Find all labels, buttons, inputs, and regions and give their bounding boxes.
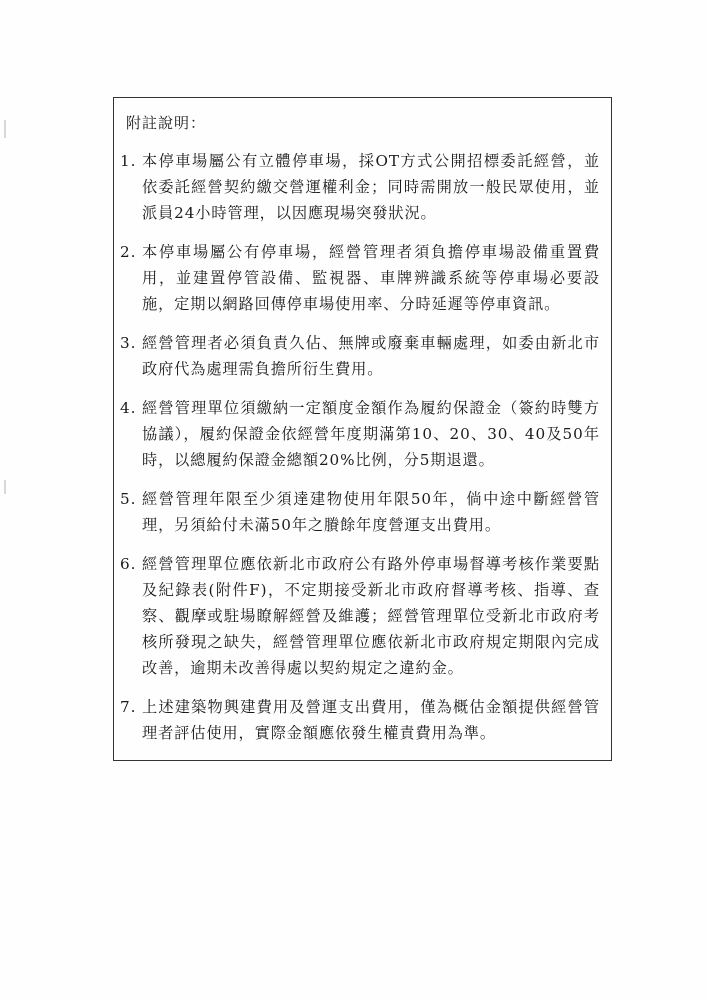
note-number: 1. — [120, 152, 137, 170]
note-item — [120, 239, 600, 317]
note-item — [120, 486, 600, 538]
notes-title: 附註說明： — [126, 114, 207, 132]
scan-margin-mark — [4, 120, 6, 138]
note-item — [120, 148, 600, 226]
note-item — [120, 694, 600, 746]
note-item — [120, 395, 600, 473]
note-number: 3. — [120, 334, 137, 352]
note-text: 經營管理者必須負責久佔、無牌或廢棄車輛處理，如委由新北市政府代為處理需負擔所衍生費用。 — [142, 334, 600, 378]
note-number: 5. — [120, 490, 137, 508]
note-text: 經營管理年限至少須達建物使用年限50年，倘中途中斷經營管理，另須給付未滿50年之賸餘年度營運支出費用。 — [142, 490, 600, 534]
note-text: 本停車場屬公有立體停車場，採OT方式公開招標委託經營，並依委託經營契約繳交營運權利金；同時需開放一般民眾使用，並派員24小時管理，以因應現場突發狀況。 — [142, 152, 600, 222]
notes-list — [120, 148, 600, 759]
note-text: 本停車場屬公有停車場，經營管理者須負擔停車場設備重置費用，並建置停管設備、監視器、車牌辨識系統等停車場必要設施，定期以網路回傳停車場使用率、分時延遲等停車資訊。 — [142, 243, 600, 313]
scan-margin-mark — [4, 480, 6, 494]
note-item — [120, 551, 600, 681]
note-text: 經營管理單位應依新北市政府公有路外停車場督導考核作業要點及紀錄表(附件F)，不定期接受新北市政府督導考核、指導、查察、觀摩或駐場瞭解經營及維護；經營管理單位受新北市政府考核所發現之缺失，經營管理單位應依新北市政府規定期限內完成改善，逾期未改善得處以契約規定之違約金。 — [142, 555, 600, 677]
note-text: 經營管理單位須繳納一定額度金額作為履約保證金（簽約時雙方協議），履約保證金依經營年度期滿第10、20、30、40及50年時，以總履約保證金總額20%比例，分5期退還。 — [142, 399, 600, 469]
note-text: 上述建築物興建費用及營運支出費用，僅為概估金額提供經營管理者評估使用，實際金額應依發生權責費用為準。 — [142, 698, 600, 742]
note-number: 7. — [120, 698, 137, 716]
note-item — [120, 330, 600, 382]
notes-box — [113, 97, 612, 761]
note-number: 2. — [120, 243, 137, 261]
note-number: 4. — [120, 399, 137, 417]
note-number: 6. — [120, 555, 137, 573]
